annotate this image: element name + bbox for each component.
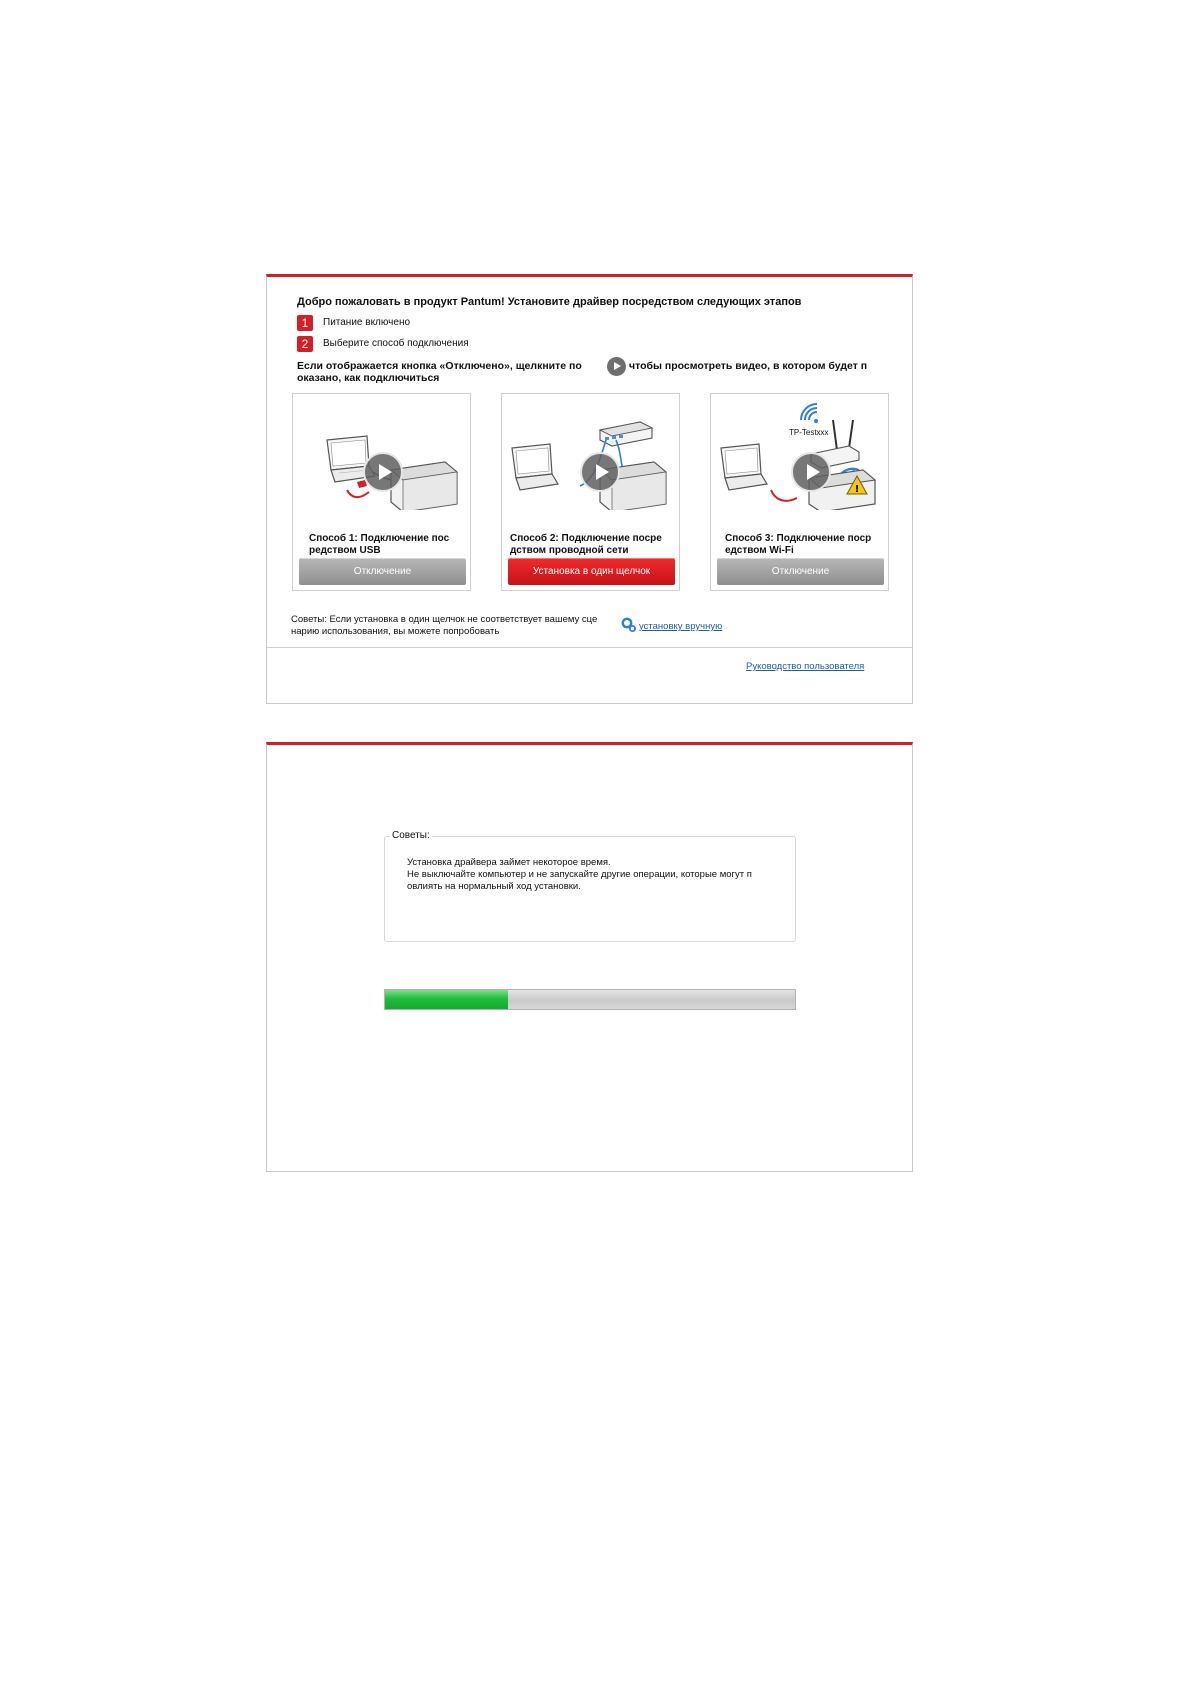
- installation-progress-window: [266, 742, 913, 1172]
- tips-group-text: Установка драйвера займет некоторое время. Не выключайте компьютер и не запускайте другие операции, которые могут п овлиять на нормальный ход установки.: [407, 857, 752, 892]
- wifi-card-title: Способ 3: Подключение поср едством Wi-Fi: [725, 533, 872, 556]
- usb-video-play-button[interactable]: [363, 452, 403, 492]
- wired-video-play-button[interactable]: [580, 452, 620, 492]
- one-click-install-button[interactable]: Установка в один щелчок: [508, 558, 675, 585]
- hint-text-part1: Если отображается кнопка «Отключено», щелкните по: [297, 360, 582, 372]
- step-2-badge: 2: [297, 336, 313, 352]
- usb-connection-card: [292, 393, 471, 591]
- install-progress-bar: [384, 989, 796, 1010]
- tips-group: [384, 830, 796, 942]
- wifi-ssid-label: TP-Testxxx: [789, 428, 829, 437]
- settings-gear-icon: [621, 617, 637, 633]
- install-progress-fill: [385, 990, 508, 1009]
- play-icon: [607, 357, 626, 376]
- hint-text-line2: оказано, как подключиться: [297, 372, 440, 384]
- tips-text: Советы: Если установка в один щелчок не соответствует вашему сце нарию использования, вы можете попробовать: [291, 614, 598, 637]
- footer-divider: [267, 647, 912, 648]
- step-1-badge: 1: [297, 315, 313, 331]
- wifi-video-play-button[interactable]: [791, 452, 831, 492]
- hint-text-part2: чтобы просмотреть видео, в котором будет п: [629, 360, 868, 372]
- wifi-connection-card: [710, 393, 889, 591]
- usb-disconnected-button[interactable]: Отключение: [299, 558, 466, 585]
- tips-group-legend: Советы:: [392, 830, 430, 841]
- step-1-label: Питание включено: [323, 317, 411, 328]
- connection-method-window: [266, 274, 913, 704]
- usb-card-title: Способ 1: Подключение пос редством USB: [309, 533, 450, 556]
- wired-card-title: Способ 2: Подключение посре дством проводной сети: [510, 533, 662, 556]
- step-2-label: Выберите способ подключения: [323, 338, 469, 349]
- user-guide-link[interactable]: Руководство пользователя: [746, 661, 865, 672]
- wired-connection-card: [501, 393, 680, 591]
- manual-install-link[interactable]: установку вручную: [639, 621, 723, 632]
- wifi-disconnected-button[interactable]: Отключение: [717, 558, 884, 585]
- welcome-heading: Добро пожаловать в продукт Pantum! Установите драйвер посредством следующих этапов: [297, 296, 802, 308]
- svg-text:!: !: [854, 484, 860, 495]
